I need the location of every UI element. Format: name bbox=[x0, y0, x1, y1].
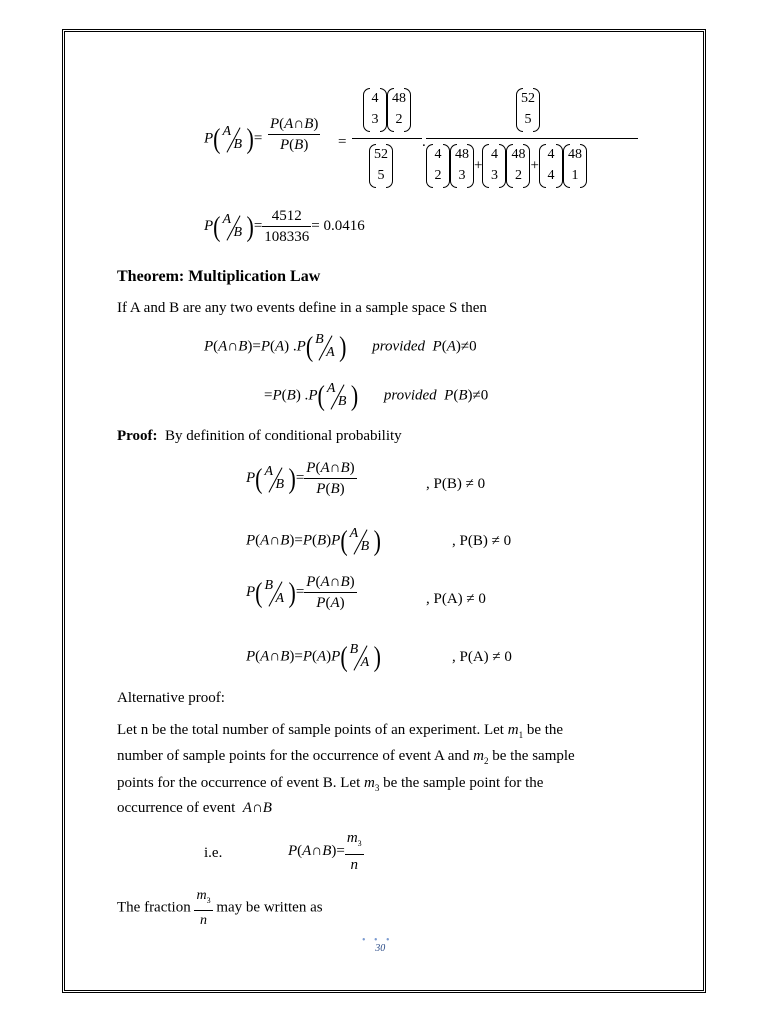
ie-label: i.e. bbox=[204, 845, 223, 861]
theorem-heading: Theorem: Multiplication Law bbox=[117, 268, 321, 285]
fraction-line: The fraction $\frac{m_3}{n}$ may be written as bbox=[117, 888, 323, 928]
equation-mult-law-b: =P(B) .P( A B ) provided P(B)≠0 bbox=[264, 379, 489, 412]
para-line-3: points for the occurrence of event B. Let $m_3$ be the sample point for the bbox=[117, 775, 544, 793]
theorem-statement: If A and B are any two events define in a sample space S then bbox=[117, 300, 487, 316]
alt-proof-label: Alternative proof: bbox=[117, 690, 225, 706]
proof-eq-2-condition: , P(B) ≠ 0 bbox=[452, 533, 512, 549]
proof-eq-2: P(A∩B)=P(B)P( A B ) bbox=[246, 524, 381, 557]
proof-line: Proof: By definition of conditional probability bbox=[117, 428, 402, 444]
proof-eq-4-condition: , P(A) ≠ 0 bbox=[452, 649, 512, 665]
proof-eq-3-condition: , P(A) ≠ 0 bbox=[426, 591, 486, 607]
proof-eq-1: P( A B )= $\frac{P(A\cap B)}{P(B)}$ bbox=[246, 460, 355, 497]
equation-result: P( A B )= $\frac{4512}{108336}$ = 0.0416 bbox=[204, 208, 365, 245]
proof-eq-4: P(A∩B)=P(A)P( B A ) bbox=[246, 640, 381, 673]
page-number-block bbox=[362, 935, 393, 954]
equation-mult-law-a: P(A∩B)=P(A) .P( B A ) provided P(A)≠0 bbox=[204, 330, 477, 363]
para-line-2: number of sample points for the occurrence of event A and $m_2$ be the sample bbox=[117, 748, 575, 766]
proof-eq-3: P( B A )= $\frac{P(A\cap B)}{P(A)}$ bbox=[246, 574, 355, 611]
equation-ie: P(A∩B)= $\frac{m_3}{n}$ bbox=[288, 830, 362, 873]
page-number: 30 bbox=[375, 943, 386, 954]
para-line-1: Let n be the total number of sample points of an experiment. Let $m_1$ be the bbox=[117, 722, 564, 740]
proof-eq-1-condition: , P(B) ≠ 0 bbox=[426, 476, 486, 492]
para-line-4: occurrence of event A∩B bbox=[117, 800, 272, 816]
page-ornament-dots: • • • bbox=[362, 935, 393, 946]
